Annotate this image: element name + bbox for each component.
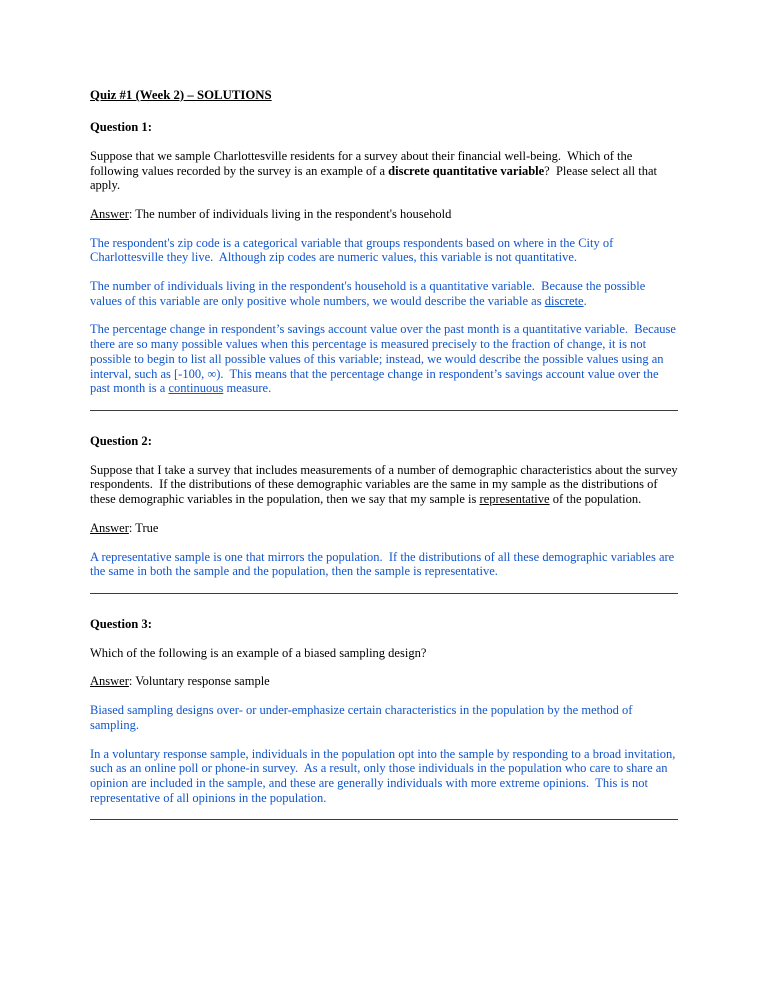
question-prompt bbox=[90, 149, 678, 193]
section-divider bbox=[90, 410, 678, 411]
questions bbox=[90, 120, 681, 820]
explanation-paragraph bbox=[90, 236, 678, 265]
question-prompt bbox=[90, 646, 678, 661]
text-segment: In a voluntary response sample, individuals in the population opt into the sample by responding to a broad invitation, such as an online poll or phone-in survey. As a result, only those individuals in the population who care to share an opinion are included in the sample, and these are generally individuals with more extreme opinions. This is not representative of all opinions in the population. bbox=[90, 746, 679, 805]
text-segment: continuous bbox=[168, 381, 224, 396]
text-segment: Which of the following is an example of a biased sampling design? bbox=[90, 645, 427, 660]
question-heading: Question 2: bbox=[90, 433, 152, 448]
explanation-paragraph bbox=[90, 322, 678, 396]
section-divider bbox=[90, 593, 678, 594]
text-segment: Suppose that I take a survey that includes measurements of a number of demographic characteristics about the survey respondents. If the distributions of these demographic variables are the same in my sample as the distributions of these demographic variables in the population, then we say that my sample is bbox=[90, 462, 681, 507]
document-title: Quiz #1 (Week 2) – SOLUTIONS bbox=[90, 88, 272, 102]
text-segment: representative bbox=[479, 492, 550, 507]
explanation-paragraph bbox=[90, 279, 678, 308]
text-segment: The percentage change in respondent’s savings account value over the past month is a quantitative variable. Because there are so many possible values when this percentage is measured precisely to the fraction of change, it is not possible to begin to list all possible values of this variable; instead, we would describe the possible values using an interval, such as [-100, ∞). This means that the percentage change in respondent’s savings account value over the past month is a bbox=[90, 322, 680, 396]
answer-line bbox=[90, 521, 678, 536]
answer-line bbox=[90, 207, 678, 222]
explanation-paragraph bbox=[90, 703, 678, 732]
text-segment: discrete quantitative variable bbox=[388, 163, 545, 178]
question-heading: Question 1: bbox=[90, 120, 152, 134]
text-segment: The number of individuals living in the respondent's household is a quantitative variable. Because the possible values of this variable are only positive whole numbers, we would describe the variable as bbox=[90, 279, 649, 308]
text-segment: A representative sample is one that mirrors the population. If the distributions of all these demographic variables are the same in both the sample and the population, then the sample is representative. bbox=[90, 549, 678, 579]
question-section bbox=[90, 120, 678, 411]
text-segment: Suppose that we sample Charlottesville residents for a survey about their financial well-being. Which of the following values recorded by the survey is an example of a bbox=[90, 148, 636, 178]
text-segment: : True bbox=[128, 520, 159, 535]
text-segment: Answer bbox=[90, 206, 129, 221]
text-segment: discrete bbox=[544, 293, 584, 308]
text-segment: of the population. bbox=[549, 492, 642, 507]
text-segment: : The number of individuals living in the respondent's household bbox=[128, 206, 452, 221]
question-section bbox=[90, 433, 681, 594]
question-heading: Question 3: bbox=[90, 616, 152, 631]
answer-line bbox=[90, 674, 678, 689]
text-segment: Biased sampling designs over- or under-emphasize certain characteristics in the population by the method of sampling. bbox=[90, 703, 636, 732]
text-segment: . bbox=[583, 293, 587, 308]
text-segment: ? Please select all that apply. bbox=[90, 163, 661, 193]
question-section bbox=[90, 617, 678, 820]
text-segment: The respondent's zip code is a categorical variable that groups respondents based on where in the City of Charlottesville they live. Although zip codes are numeric values, this variable is not quantitative. bbox=[90, 235, 617, 265]
text-segment: Answer bbox=[90, 520, 129, 535]
explanation-paragraph bbox=[90, 747, 678, 806]
question-prompt bbox=[90, 462, 681, 507]
explanation-paragraph bbox=[90, 550, 678, 579]
text-segment: measure. bbox=[223, 381, 272, 396]
text-segment: : Voluntary response sample bbox=[128, 674, 270, 689]
section-divider bbox=[90, 819, 678, 820]
text-segment: Answer bbox=[90, 674, 129, 689]
